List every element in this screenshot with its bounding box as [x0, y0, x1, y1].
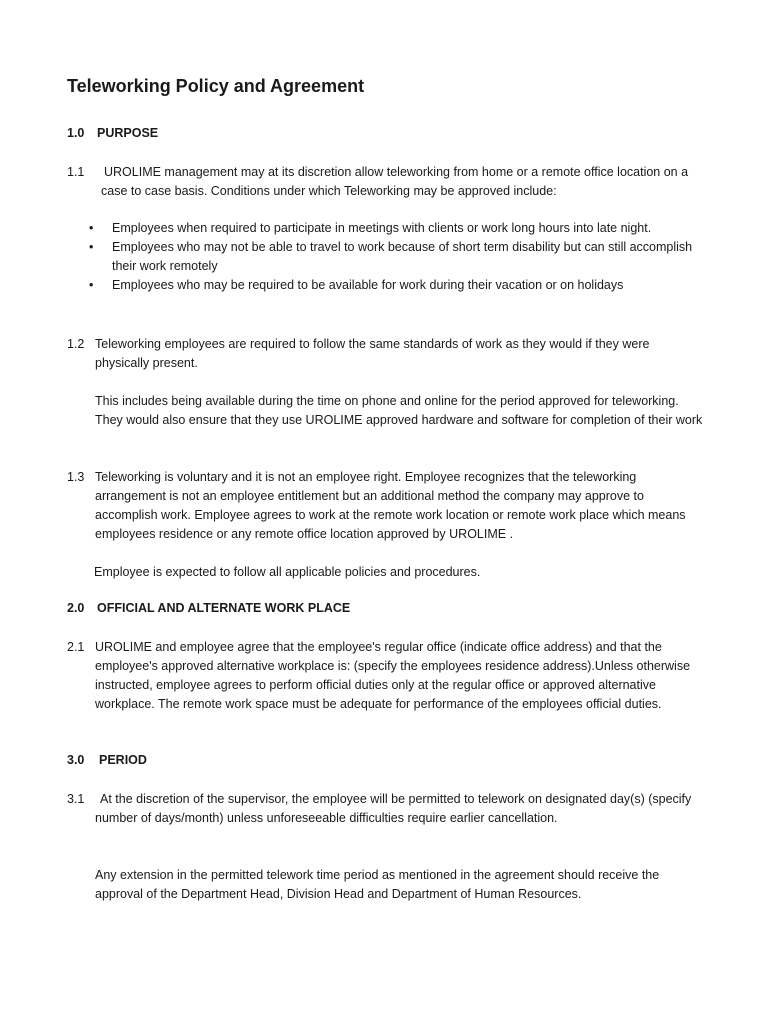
paragraph-text: UROLIME management may at its discretion allow teleworking from home or a remote office location on a case to case basis. Conditions under which Teleworking may be approved include: [101, 165, 689, 198]
bullet-icon: • [89, 221, 94, 235]
list-item-text: Employees who may not be able to travel to work because of short term disability but can still accomplish their work remotely [112, 240, 693, 273]
paragraph-text: At the discretion of the supervisor, the employee will be permitted to telework on designated day(s) (specify number of days/month) unless unforeseeable difficulties require earlier cancellation. [95, 792, 692, 825]
list-item [89, 276, 712, 295]
section-title: PURPOSE [97, 126, 159, 140]
list-item-text: Employees when required to participate in meetings with clients or work long hours into late night. [112, 221, 652, 235]
section-title: PERIOD [99, 753, 147, 767]
paragraph-1-3 [67, 468, 707, 544]
paragraph-1-1 [67, 163, 701, 201]
paragraph-3-1-continued [95, 866, 707, 904]
paragraph-text: Teleworking is voluntary and it is not an employee right. Employee recognizes that the teleworking arrangement is not an employee entitlement but an additional method the company may approve to accomplish work. Employee agrees to work at the remote work location or remote work place which means employees residence or any remote office location approved by UROLIME . [95, 470, 686, 541]
paragraph-text: UROLIME and employee agree that the employee's regular office (indicate office address) and that the employee's approved alternative workplace is: (specify the employees residence address).Unless otherwise instructed, employee agrees to perform official duties only at the regular office or approved alternative workplace. The remote work space must be adequate for performance of the employees official duties. [95, 640, 691, 711]
section-number: 3.0 [67, 753, 85, 767]
paragraph-2-1 [67, 638, 707, 714]
section-heading-period [67, 753, 147, 767]
document-title: Teleworking Policy and Agreement [67, 76, 365, 96]
paragraph-number: 1.1 [67, 165, 85, 179]
paragraph-1-2-continued [95, 392, 707, 430]
list-item [89, 238, 712, 276]
conditions-list [89, 219, 712, 295]
bullet-icon: • [89, 240, 94, 254]
paragraph-text: Employee is expected to follow all applicable policies and procedures. [94, 565, 481, 579]
section-title: OFFICIAL AND ALTERNATE WORK PLACE [97, 601, 351, 615]
paragraph-number: 1.2 [67, 337, 85, 351]
section-heading-purpose [67, 126, 158, 140]
paragraph-text: This includes being available during the time on phone and online for the period approved for teleworking. They would also ensure that they use UROLIME approved hardware and software for completion of their work [95, 394, 703, 427]
bullet-icon: • [89, 278, 94, 292]
paragraph-3-1 [67, 790, 707, 828]
list-item [89, 219, 712, 238]
section-heading-work-place [67, 601, 350, 615]
paragraph-text: Any extension in the permitted telework time period as mentioned in the agreement should receive the approval of the Department Head, Division Head and Department of Human Resources. [95, 868, 660, 901]
paragraph-number: 2.1 [67, 640, 85, 654]
section-number: 1.0 [67, 126, 85, 140]
paragraph-number: 3.1 [67, 792, 85, 806]
section-number: 2.0 [67, 601, 85, 615]
paragraph-1-2 [67, 335, 707, 373]
paragraph-text: Teleworking employees are required to follow the same standards of work as they would if they were physically present. [95, 337, 650, 370]
list-item-text: Employees who may be required to be available for work during their vacation or on holidays [112, 278, 624, 292]
paragraph-1-3-continued [94, 563, 706, 582]
paragraph-number: 1.3 [67, 470, 85, 484]
